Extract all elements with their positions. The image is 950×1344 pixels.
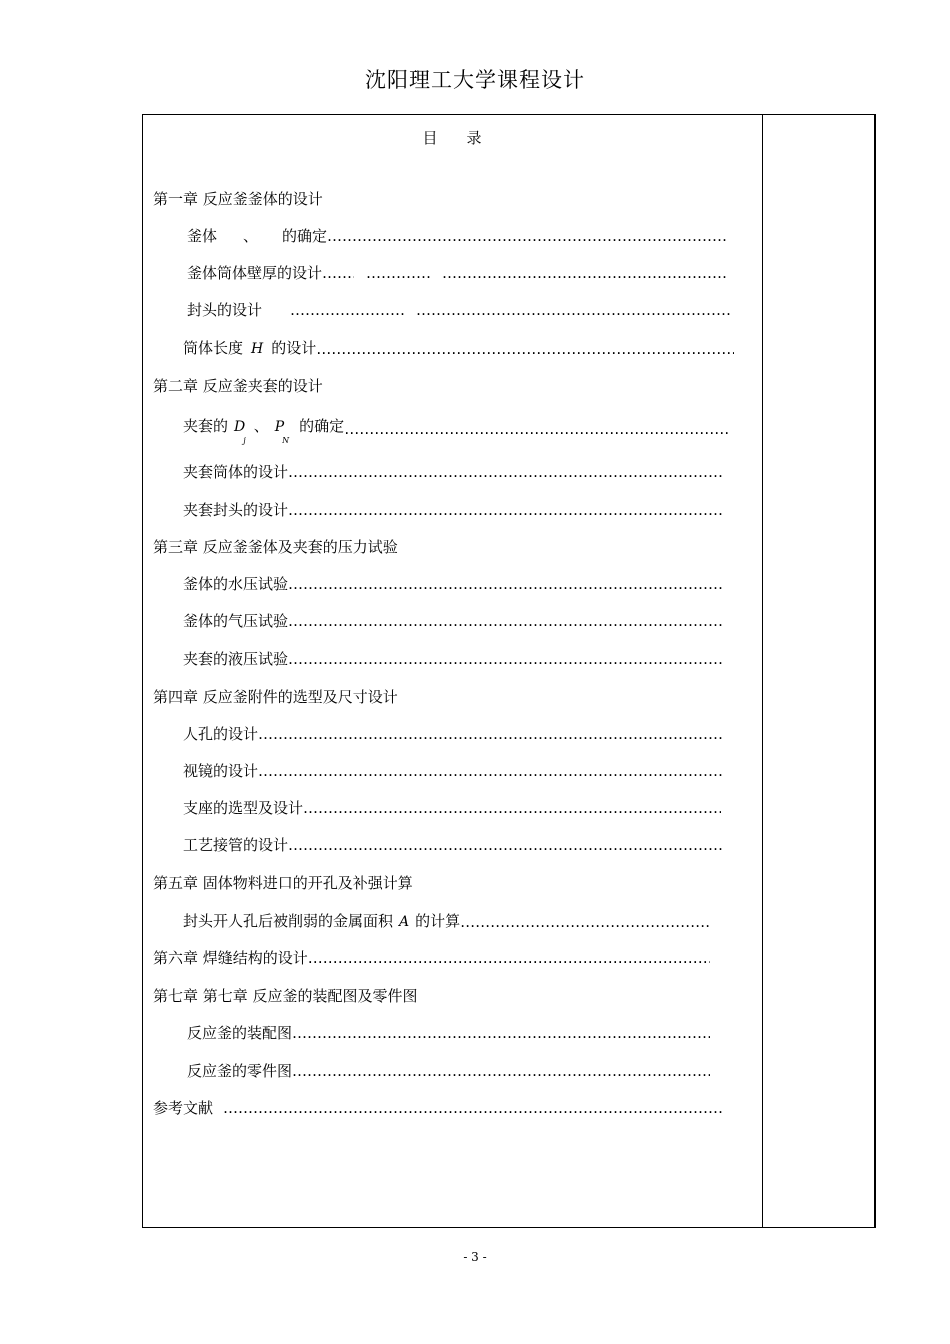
toc-item-4-2[interactable] (183, 761, 724, 781)
toc-item-5-1-math: A (399, 914, 410, 930)
toc-leader-dots (442, 263, 726, 283)
toc-leader-dots (322, 263, 354, 283)
toc-leader-dots (327, 226, 727, 246)
toc-references[interactable] (153, 1098, 723, 1118)
toc-item-1-3-label: 封头的设计 (187, 301, 263, 319)
toc-item-5-1-label-b: 的计算 (415, 912, 461, 930)
toc-item-2-1-label-b: 的确定 (299, 417, 345, 435)
toc-leader-dots (288, 574, 722, 594)
toc-leader-dots (416, 300, 732, 320)
toc-item-1-4-label-b: 的设计 (271, 339, 317, 357)
toc-item-4-1[interactable] (183, 724, 724, 744)
toc-item-2-3[interactable] (183, 500, 722, 520)
toc-item-4-4-label: 工艺接管的设计 (183, 836, 289, 854)
toc-chapter-6-label: 第六章 焊缝结构的设计 (153, 949, 308, 967)
toc-leader-dots (366, 263, 430, 283)
toc-leader-dots (288, 835, 722, 855)
toc-item-2-1-sep: 、 (253, 417, 269, 435)
toc-item-2-3-label: 夹套封头的设计 (183, 501, 289, 519)
toc-chapter-5[interactable] (153, 873, 413, 893)
toc-item-3-1[interactable] (183, 574, 722, 594)
toc-item-2-2[interactable] (183, 462, 722, 482)
toc-chapter-2-label: 第二章 反应釜夹套的设计 (153, 377, 323, 395)
toc-leader-dots (303, 798, 721, 818)
toc-leader-dots (308, 948, 710, 968)
toc-chapter-4-label: 第四章 反应釜附件的选型及尺寸设计 (153, 688, 398, 706)
toc-leader-dots (288, 462, 722, 482)
toc-item-7-1[interactable] (187, 1023, 710, 1043)
toc-item-1-1-label-a: 釜体 (187, 227, 218, 245)
toc-chapter-3[interactable] (153, 537, 398, 557)
toc-item-3-3[interactable] (183, 649, 722, 669)
toc-item-7-2-label: 反应釜的零件图 (187, 1062, 293, 1080)
toc-item-1-1-label-c: 的确定 (282, 227, 328, 245)
toc-item-3-2-label: 釜体的气压试验 (183, 612, 289, 630)
toc-item-5-1-label-a: 封头开人孔后被削弱的金属面积 (183, 912, 394, 930)
toc-item-1-1-label-b: 、 (243, 227, 259, 245)
toc-item-4-1-label: 人孔的设计 (183, 725, 259, 743)
toc-item-2-1[interactable] (183, 416, 728, 445)
toc-leader-dots (288, 611, 722, 631)
toc-item-2-1-sub-n: N (282, 436, 290, 445)
toc-title-right: 录 (466, 129, 483, 147)
content-frame (142, 114, 876, 1228)
toc-chapter-2[interactable] (153, 376, 323, 396)
toc-item-1-2-label: 釜体筒体壁厚的设计 (187, 264, 323, 282)
toc-leader-dots (223, 1098, 723, 1118)
toc-item-4-4[interactable] (183, 835, 722, 855)
toc-chapter-1[interactable] (153, 189, 323, 209)
toc-item-3-3-label: 夹套的液压试验 (183, 650, 289, 668)
toc-leader-dots (292, 1061, 710, 1081)
toc-item-1-4-label-a: 筒体长度 (183, 339, 244, 357)
toc-leader-dots (344, 419, 728, 439)
toc-item-2-1-label-a: 夹套的 (183, 417, 229, 435)
toc-chapter-7[interactable] (153, 986, 418, 1006)
toc-item-2-1-math-p: P (274, 419, 285, 435)
frame-column-divider (762, 115, 763, 1227)
toc-chapter-7-label: 第七章 第七章 反应釜的装配图及零件图 (153, 987, 418, 1005)
toc-leader-dots (316, 339, 734, 359)
toc-item-4-3-label: 支座的选型及设计 (183, 799, 304, 817)
toc-item-3-2[interactable] (183, 611, 722, 631)
toc-chapter-4[interactable] (153, 687, 398, 707)
toc-leader-dots (258, 724, 724, 744)
toc-leader-dots (460, 912, 710, 932)
toc-item-1-1[interactable] (187, 226, 727, 246)
toc-leader-dots (288, 649, 722, 669)
toc-item-4-3[interactable] (183, 798, 721, 818)
toc-leader-dots (290, 300, 404, 320)
document-header-title: 沈阳理工大学课程设计 (365, 68, 585, 92)
toc-chapter-5-label: 第五章 固体物料进口的开孔及补强计算 (153, 874, 413, 892)
toc-item-5-1[interactable] (183, 911, 710, 932)
toc-item-1-4-math: H (251, 341, 264, 357)
toc-item-1-2[interactable] (187, 263, 726, 283)
toc-item-1-3[interactable] (187, 300, 732, 320)
toc-item-3-1-label: 釜体的水压试验 (183, 575, 289, 593)
toc-item-2-1-math-d: D (234, 419, 246, 435)
toc-leader-dots (292, 1023, 710, 1043)
toc-item-7-1-label: 反应釜的装配图 (187, 1024, 293, 1042)
toc-leader-dots (288, 500, 722, 520)
toc-item-4-2-label: 视镜的设计 (183, 762, 259, 780)
toc-leader-dots (258, 761, 724, 781)
toc-chapter-1-label: 第一章 反应釜釜体的设计 (153, 190, 323, 208)
toc-item-2-1-sub-j: j (243, 436, 246, 445)
toc-item-7-2[interactable] (187, 1061, 710, 1081)
toc-references-label: 参考文献 (153, 1099, 214, 1117)
toc-chapter-3-label: 第三章 反应釜釜体及夹套的压力试验 (153, 538, 398, 556)
toc-item-1-4[interactable] (183, 338, 734, 359)
toc-title (143, 127, 762, 148)
toc-chapter-6[interactable] (153, 948, 710, 968)
toc-item-2-2-label: 夹套筒体的设计 (183, 463, 289, 481)
toc-title-left: 目 (422, 129, 439, 147)
page-number: - 3 - (463, 1250, 487, 1264)
